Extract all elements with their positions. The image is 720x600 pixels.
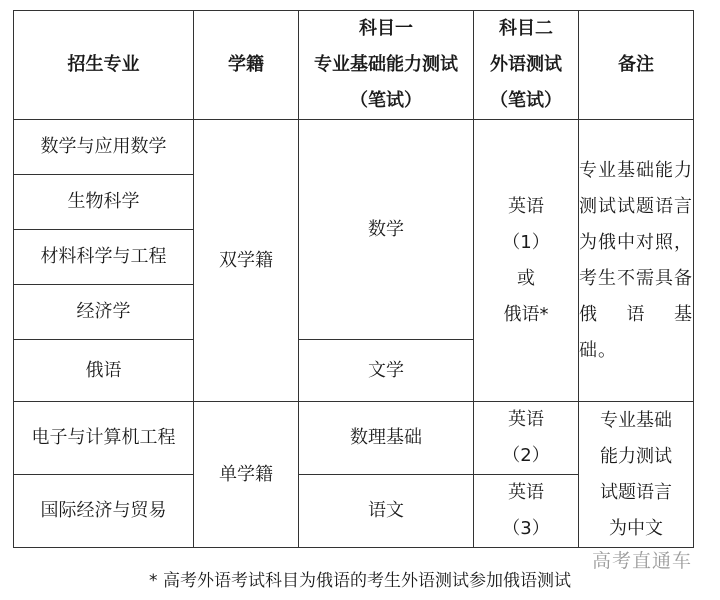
subject2-group3-cell — [474, 475, 579, 548]
header-subject2-line2: 外语测试 — [490, 54, 562, 75]
status-single-cell: 单学籍 — [194, 402, 299, 548]
major-cell: 电子与计算机工程 — [14, 402, 194, 475]
table-row — [14, 120, 694, 175]
header-subject1-line1: 科目一 — [359, 18, 413, 39]
major-cell: 经济学 — [14, 285, 194, 340]
watermark-text: 高考直通车 — [591, 550, 692, 572]
remark2-cell — [579, 402, 694, 548]
admission-table — [13, 10, 694, 548]
subject2-g1-line: 英语 — [508, 195, 544, 217]
subject1-math-cell: 数学 — [299, 120, 474, 340]
header-subject1 — [299, 11, 474, 120]
status-double-cell: 双学籍 — [194, 120, 299, 402]
header-row — [14, 11, 694, 120]
header-subject2-line1: 科目二 — [499, 18, 553, 39]
subject1-lit-cell: 文学 — [299, 340, 474, 402]
subject1-mathbasic-cell: 数理基础 — [299, 402, 474, 475]
major-cell: 俄语 — [14, 340, 194, 402]
header-subject2-line3: （笔试） — [490, 90, 562, 111]
remark2-line: 能力测试 — [600, 445, 672, 467]
header-major: 招生专业 — [14, 11, 194, 120]
major-cell: 国际经济与贸易 — [14, 475, 194, 548]
remark2-line: 专业基础 — [600, 409, 672, 431]
subject2-g2-line: 英语 — [508, 409, 544, 430]
subject2-g3-line: （3） — [502, 518, 550, 539]
header-subject2 — [474, 11, 579, 120]
major-cell: 数学与应用数学 — [14, 120, 194, 175]
header-subject1-line3: （笔试） — [350, 90, 422, 111]
remark2-line: 试题语言 — [600, 481, 672, 503]
subject2-g3-line: 英语 — [508, 482, 544, 503]
footnote: * 高考外语考试科目为俄语的考生外语测试参加俄语测试 — [149, 571, 571, 591]
header-status: 学籍 — [194, 11, 299, 120]
remark1-body: 专业基础能力测试试题语言为俄中对照，考生不需具备俄语基 — [579, 159, 693, 325]
remark1-tail: 础。 — [579, 339, 617, 361]
remark2-line: 为中文 — [609, 517, 663, 539]
subject2-group2-cell — [474, 402, 579, 475]
subject1-chinese-cell: 语文 — [299, 475, 474, 548]
table-row — [14, 402, 694, 475]
header-subject1-line2: 专业基础能力测试 — [314, 54, 458, 75]
header-remark: 备注 — [579, 11, 694, 120]
subject2-g1-line: 俄语* — [503, 303, 549, 325]
major-cell: 材料科学与工程 — [14, 230, 194, 285]
subject2-g2-line: （2） — [502, 445, 550, 466]
subject2-group1-cell — [474, 120, 579, 402]
major-cell: 生物科学 — [14, 175, 194, 230]
subject2-g1-line: 或 — [517, 267, 535, 289]
subject2-g1-line: （1） — [502, 231, 550, 253]
remark1-cell — [579, 120, 694, 402]
